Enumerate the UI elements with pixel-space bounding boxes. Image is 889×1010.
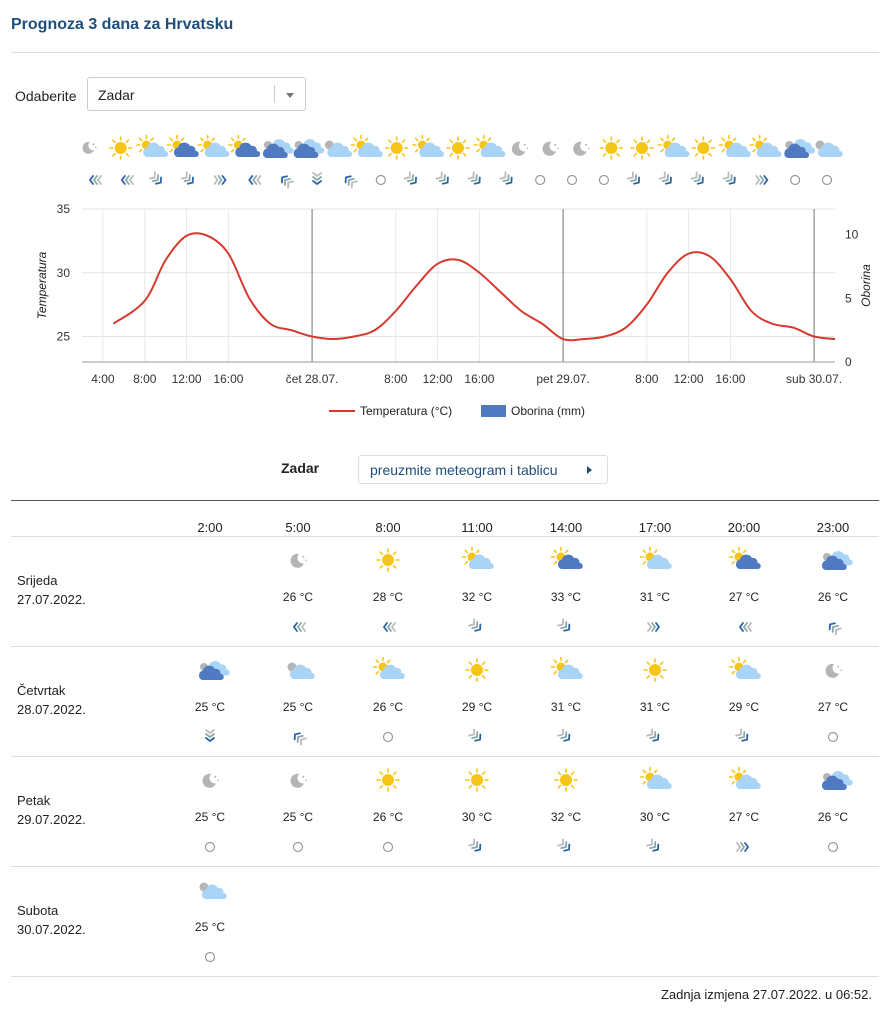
strip-23-wind-none-icon bbox=[823, 176, 832, 185]
x-tick-label: sub 30.07. bbox=[786, 372, 843, 386]
cell-temperature: 28 °C bbox=[372, 590, 404, 604]
x-tick-label: 16:00 bbox=[464, 372, 495, 386]
strip-0-moon-partly-icon bbox=[82, 142, 96, 154]
cell-sun-icon bbox=[377, 549, 399, 571]
column-header-hour: 20:00 bbox=[727, 520, 761, 535]
cell-moon-icon bbox=[291, 774, 307, 788]
cell-temperature: 29 °C bbox=[728, 700, 760, 714]
y-left-tick-label: 35 bbox=[56, 202, 70, 216]
cell-sun-cloud-icon bbox=[730, 768, 761, 790]
cell-dark-clouds-icon bbox=[822, 771, 853, 790]
x-tick-label: 8:00 bbox=[384, 372, 408, 386]
x-tick-label: 16:00 bbox=[715, 372, 746, 386]
cell-sun-cloud-icon bbox=[641, 768, 672, 790]
column-header-hour: 23:00 bbox=[816, 520, 850, 535]
column-header-hour: 8:00 bbox=[375, 520, 401, 535]
row-divider bbox=[11, 646, 879, 647]
cell-wind-down-right-icon bbox=[469, 839, 483, 852]
row-divider bbox=[11, 756, 879, 757]
chevron-down-icon[interactable] bbox=[286, 93, 294, 98]
strip-10-wind-down-right-icon bbox=[405, 172, 419, 185]
cell-wind-down-right-icon bbox=[647, 729, 661, 742]
y-left-tick-label: 25 bbox=[56, 329, 70, 344]
cell-wind-down-right-icon bbox=[736, 729, 750, 742]
row-divider bbox=[11, 866, 879, 867]
strip-2-sun-cloud-icon bbox=[137, 136, 168, 158]
column-header-hour: 14:00 bbox=[549, 520, 583, 535]
y-right-tick-label: 0 bbox=[845, 355, 852, 369]
day-label bbox=[17, 681, 86, 719]
cell-temperature: 26 °C bbox=[817, 590, 849, 604]
cell-cloud-gray-icon bbox=[288, 663, 315, 680]
strip-1-sun-icon bbox=[110, 137, 132, 159]
cell-wind-down-right-icon bbox=[469, 729, 483, 742]
cell-wind-right-icon bbox=[737, 843, 748, 851]
cell-wind-none-icon bbox=[206, 953, 215, 962]
legend-temp-label: Temperatura (°C) bbox=[360, 404, 453, 418]
select-separator bbox=[274, 85, 275, 103]
day-label bbox=[17, 571, 86, 609]
x-tick-label: 12:00 bbox=[422, 372, 453, 386]
cell-wind-right-icon bbox=[648, 623, 659, 631]
location-select[interactable] bbox=[87, 77, 306, 111]
last-updated: Zadnja izmjena 27.07.2022. u 06:52. bbox=[660, 987, 872, 1002]
y-left-axis-title: Temperatura bbox=[35, 251, 49, 320]
cell-moon-icon bbox=[291, 554, 307, 568]
cell-wind-down-right-icon bbox=[558, 729, 572, 742]
strip-12-sun-icon bbox=[447, 137, 469, 159]
cell-dark-clouds-icon bbox=[199, 661, 230, 680]
caret-right-icon bbox=[587, 466, 592, 474]
strip-4-wind-right-icon bbox=[214, 176, 225, 184]
cell-sun-icon bbox=[644, 659, 666, 681]
cell-temperature: 25 °C bbox=[194, 920, 226, 934]
x-tick-label: 16:00 bbox=[213, 372, 244, 386]
cell-temperature: 31 °C bbox=[550, 700, 582, 714]
cell-temperature: 26 °C bbox=[282, 590, 314, 604]
strip-4-sun-cloud-icon bbox=[198, 136, 229, 158]
cell-temperature: 27 °C bbox=[728, 590, 760, 604]
cell-sun-cloud-icon bbox=[463, 548, 494, 570]
column-header-hour: 17:00 bbox=[638, 520, 672, 535]
strip-2-wind-down-right-icon bbox=[150, 172, 164, 185]
cell-temperature: 27 °C bbox=[817, 700, 849, 714]
strip-23-dark-clouds-icon bbox=[784, 139, 815, 158]
strip-17-sun-icon bbox=[600, 137, 622, 159]
day-name: Subota bbox=[17, 903, 59, 918]
cell-moon-icon bbox=[826, 664, 842, 678]
cell-wind-up-left-icon bbox=[827, 621, 841, 634]
x-tick-label: 8:00 bbox=[635, 372, 659, 386]
cell-sun-icon bbox=[466, 769, 488, 791]
cell-temperature: 25 °C bbox=[194, 700, 226, 714]
cell-temperature: 25 °C bbox=[282, 700, 314, 714]
strip-5-wind-left-icon bbox=[249, 176, 260, 184]
cell-sun-cloud-icon bbox=[374, 658, 405, 680]
cell-sun-dark-cloud-icon bbox=[552, 548, 583, 570]
strip-14-moon-icon bbox=[512, 142, 528, 156]
strip-11-sun-cloud-icon bbox=[413, 136, 444, 158]
strip-22-sun-cloud-icon bbox=[750, 136, 781, 158]
x-tick-label: 4:00 bbox=[91, 372, 115, 386]
strip-9-sun-cloud-icon bbox=[352, 136, 383, 158]
cell-cloud-gray-icon bbox=[200, 883, 227, 900]
cell-wind-left-icon bbox=[740, 623, 751, 631]
cell-wind-down-right-icon bbox=[558, 839, 572, 852]
strip-21-sun-cloud-icon bbox=[720, 136, 751, 158]
y-right-axis-title: Oborina bbox=[859, 264, 873, 307]
cell-sun-icon bbox=[555, 769, 577, 791]
legend-precip-label: Oborina (mm) bbox=[511, 404, 586, 418]
strip-19-wind-down-right-icon bbox=[692, 172, 706, 185]
cell-moon-icon bbox=[203, 774, 219, 788]
day-name: Srijeda bbox=[17, 573, 58, 588]
x-tick-label: 8:00 bbox=[133, 372, 157, 386]
cell-wind-down-icon bbox=[206, 730, 214, 741]
strip-17-wind-down-right-icon bbox=[628, 172, 642, 185]
strip-13-sun-cloud-icon bbox=[474, 136, 505, 158]
cell-temperature: 29 °C bbox=[461, 700, 493, 714]
location-select-label: Odaberite bbox=[15, 88, 77, 104]
strip-1-wind-left-icon bbox=[122, 176, 133, 184]
strip-3-wind-down-right-icon bbox=[182, 172, 196, 185]
meteogram-chart bbox=[0, 130, 889, 430]
column-header-hour: 2:00 bbox=[197, 520, 223, 535]
location-select-value: Zadar bbox=[98, 87, 135, 103]
strip-6-dark-clouds-icon bbox=[263, 139, 294, 158]
day-date: 30.07.2022. bbox=[17, 922, 86, 937]
cell-sun-cloud-icon bbox=[641, 548, 672, 570]
strip-5-sun-dark-cloud-icon bbox=[229, 136, 260, 158]
strip-13-wind-down-right-icon bbox=[500, 172, 514, 185]
cell-temperature: 25 °C bbox=[194, 810, 226, 824]
cell-wind-down-right-icon bbox=[469, 619, 483, 632]
cell-wind-none-icon bbox=[294, 843, 303, 852]
cell-wind-none-icon bbox=[384, 733, 393, 742]
cell-temperature: 26 °C bbox=[817, 810, 849, 824]
cell-temperature: 26 °C bbox=[372, 810, 404, 824]
strip-16-wind-none-icon bbox=[599, 176, 608, 185]
cell-sun-icon bbox=[377, 769, 399, 791]
strip-8-wind-up-left-icon bbox=[343, 174, 357, 187]
row-divider bbox=[11, 976, 879, 977]
download-meteogram-button[interactable] bbox=[358, 455, 608, 484]
location-name: Zadar bbox=[281, 460, 320, 476]
column-header-hour: 11:00 bbox=[461, 520, 493, 535]
temperature-series-line bbox=[113, 233, 835, 340]
strip-6-wind-up-left-icon bbox=[280, 174, 294, 187]
y-right-tick-label: 10 bbox=[845, 227, 859, 242]
cell-wind-none-icon bbox=[829, 733, 838, 742]
cell-wind-none-icon bbox=[829, 843, 838, 852]
strip-21-wind-right-icon bbox=[756, 176, 767, 184]
strip-8-cloud-gray-icon bbox=[325, 141, 352, 158]
cell-sun-dark-cloud-icon bbox=[730, 548, 761, 570]
cell-temperature: 30 °C bbox=[461, 810, 493, 824]
cell-sun-cloud-icon bbox=[730, 658, 761, 680]
download-meteogram-label: preuzmite meteogram i tablicu bbox=[370, 462, 558, 478]
x-tick-label: 12:00 bbox=[673, 372, 704, 386]
table-top-divider bbox=[11, 500, 879, 501]
day-date: 29.07.2022. bbox=[17, 812, 86, 827]
title-divider bbox=[11, 52, 879, 53]
cell-temperature: 27 °C bbox=[728, 810, 760, 824]
strip-18-sun-icon bbox=[631, 137, 653, 159]
cell-temperature: 31 °C bbox=[639, 590, 671, 604]
cell-sun-cloud-icon bbox=[552, 658, 583, 680]
cell-temperature: 32 °C bbox=[550, 810, 582, 824]
cell-wind-left-icon bbox=[294, 623, 305, 631]
strip-9-wind-none-icon bbox=[376, 176, 385, 185]
strip-16-moon-icon bbox=[573, 142, 589, 156]
chart-legend bbox=[329, 404, 585, 418]
cell-temperature: 25 °C bbox=[282, 810, 314, 824]
x-tick-label: pet 29.07. bbox=[536, 372, 590, 386]
strip-3-sun-dark-cloud-icon bbox=[168, 136, 199, 158]
row-divider bbox=[11, 536, 879, 537]
strip-11-wind-down-right-icon bbox=[437, 172, 451, 185]
cell-wind-none-icon bbox=[384, 843, 393, 852]
cell-sun-icon bbox=[466, 659, 488, 681]
strip-7-wind-down-icon bbox=[313, 173, 321, 184]
day-label bbox=[17, 791, 86, 829]
day-label bbox=[17, 901, 86, 939]
cell-temperature: 32 °C bbox=[461, 590, 493, 604]
y-left-tick-label: 30 bbox=[56, 265, 70, 280]
chart-grid bbox=[82, 209, 835, 362]
strip-22-wind-none-icon bbox=[791, 176, 800, 185]
day-name: Četvrtak bbox=[17, 683, 66, 698]
strip-15-wind-none-icon bbox=[568, 176, 577, 185]
strip-15-moon-icon bbox=[543, 142, 559, 156]
cell-dark-clouds-icon bbox=[822, 551, 853, 570]
cell-wind-down-right-icon bbox=[558, 619, 572, 632]
page-title: Prognoza 3 dana za Hrvatsku bbox=[11, 16, 234, 33]
x-tick-label: čet 28.07. bbox=[285, 372, 339, 386]
column-header-hour: 5:00 bbox=[285, 520, 311, 535]
strip-0-wind-left-icon bbox=[90, 176, 101, 184]
strip-12-wind-down-right-icon bbox=[469, 172, 483, 185]
cell-wind-left-icon bbox=[384, 623, 395, 631]
strip-24-cloud-gray-icon bbox=[816, 141, 843, 158]
strip-10-sun-icon bbox=[386, 137, 408, 159]
day-name: Petak bbox=[17, 793, 51, 808]
cell-wind-none-icon bbox=[206, 843, 215, 852]
cell-wind-down-right-icon bbox=[647, 839, 661, 852]
day-date: 27.07.2022. bbox=[17, 592, 86, 607]
cell-temperature: 30 °C bbox=[639, 810, 671, 824]
legend-precip-swatch bbox=[481, 405, 506, 417]
strip-14-wind-none-icon bbox=[536, 176, 545, 185]
strip-20-wind-down-right-icon bbox=[723, 172, 737, 185]
strip-19-sun-cloud-icon bbox=[658, 136, 689, 158]
x-tick-label: 12:00 bbox=[171, 372, 202, 386]
strip-18-wind-down-right-icon bbox=[660, 172, 674, 185]
cell-temperature: 31 °C bbox=[639, 700, 671, 714]
cell-wind-up-left-icon bbox=[292, 731, 306, 744]
cell-temperature: 33 °C bbox=[550, 590, 582, 604]
strip-7-dark-clouds-icon bbox=[294, 139, 325, 158]
y-right-tick-label: 5 bbox=[845, 291, 852, 306]
day-date: 28.07.2022. bbox=[17, 702, 86, 717]
cell-temperature: 26 °C bbox=[372, 700, 404, 714]
strip-20-sun-icon bbox=[692, 137, 714, 159]
